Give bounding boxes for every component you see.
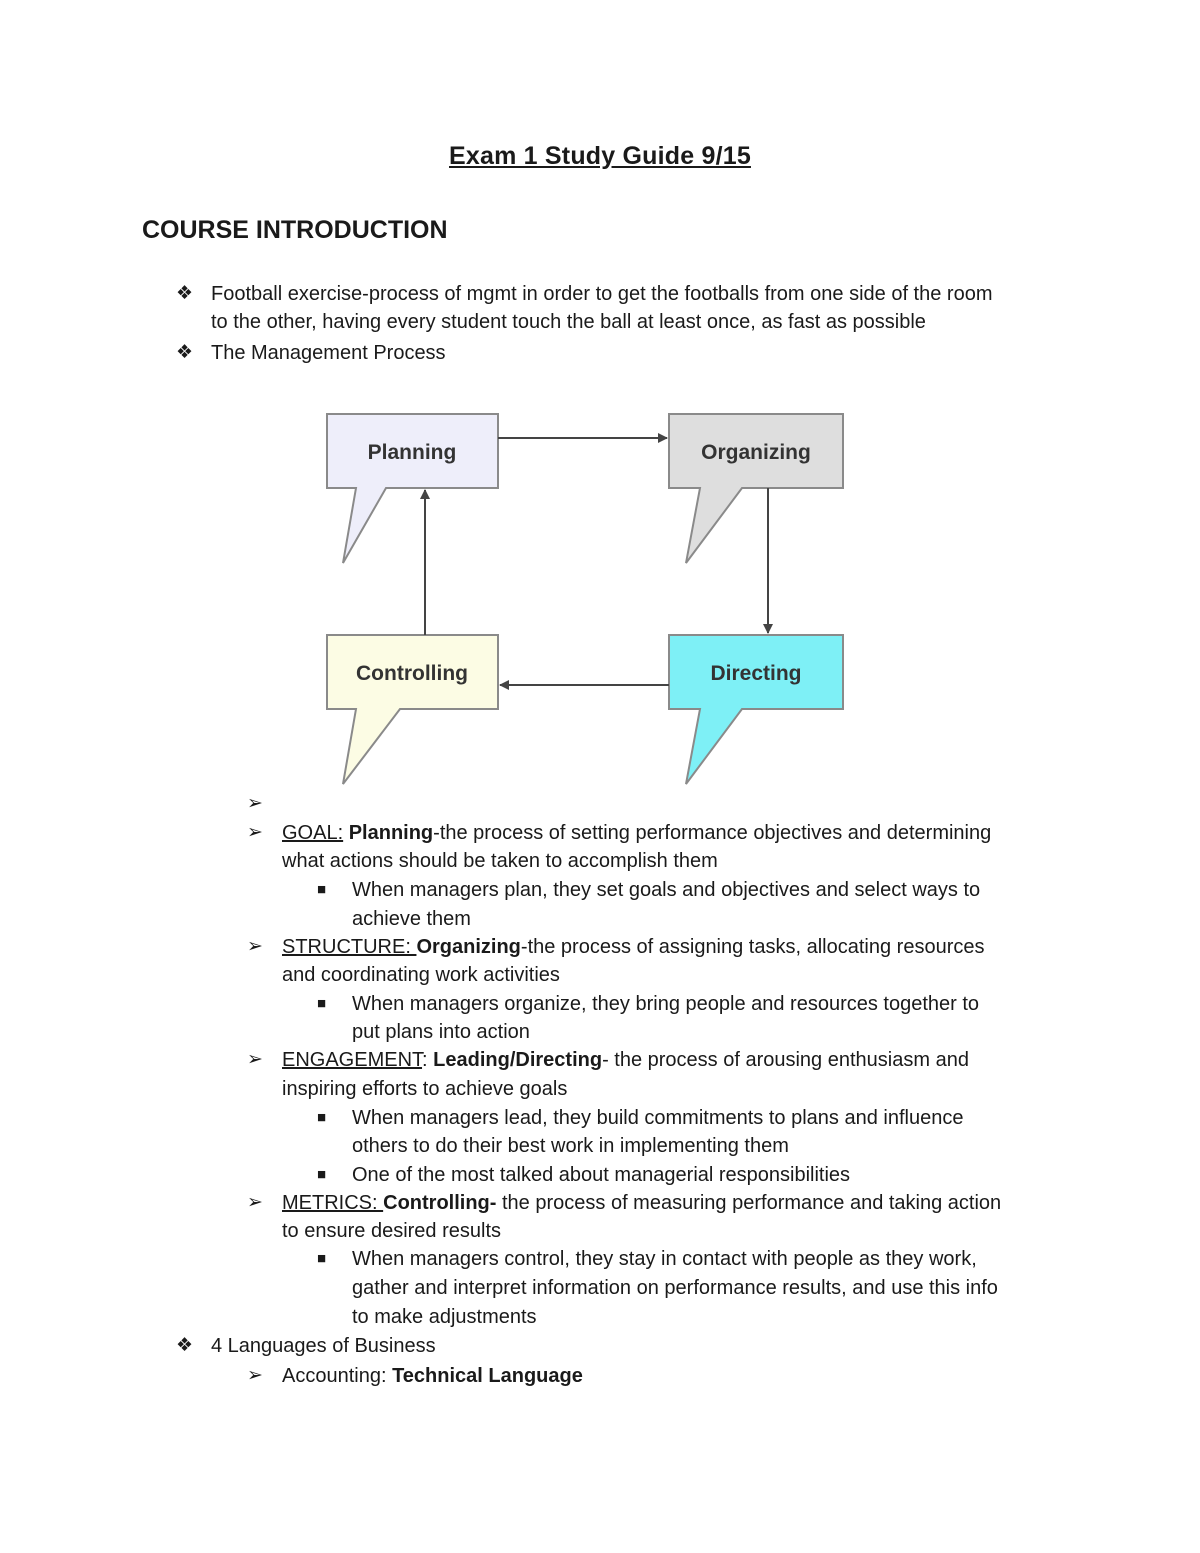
metrics-sub1-line3: to make adjustments xyxy=(352,1306,537,1328)
planning-label: Planning xyxy=(367,441,457,464)
metrics-term: Controlling- xyxy=(383,1192,497,1214)
section-heading: COURSE INTRODUCTION xyxy=(142,216,448,244)
goal-line2: what actions should be taken to accomplish them xyxy=(282,850,718,872)
arrow-bullet-icon: ➢ xyxy=(247,793,263,814)
square-bullet-icon: ■ xyxy=(317,1250,327,1267)
football-text-line2: to the other, having every student touch the ball at least once, as fast as possible xyxy=(211,311,926,333)
management-process-diagram xyxy=(300,400,860,800)
football-text-line1: Football exercise-process of mgmt in order to get the footballs from one side of the room xyxy=(211,283,993,305)
metrics-line2: to ensure desired results xyxy=(282,1220,502,1242)
engagement-line1 xyxy=(282,1048,969,1072)
engagement-label: ENGAGEMENT xyxy=(282,1049,423,1071)
goal-sub1-line1: When managers plan, they set goals and objectives and select ways to xyxy=(352,879,981,901)
metrics-text1: the process of measuring performance and taking action xyxy=(496,1192,1002,1214)
arrow-bullet-icon: ➢ xyxy=(247,1192,263,1213)
engagement-sub1-line1: When managers lead, they build commitments to plans and influence xyxy=(352,1107,964,1129)
structure-sub1-line1: When managers organize, they bring people and resources together to xyxy=(352,993,980,1015)
square-bullet-icon: ■ xyxy=(317,1109,327,1126)
structure-text1: -the process of assigning tasks, allocating resources xyxy=(520,936,985,958)
engagement-line2: inspiring efforts to achieve goals xyxy=(282,1078,568,1100)
planning-callout xyxy=(327,414,498,563)
square-bullet-icon: ■ xyxy=(317,995,327,1012)
engagement-sub2: One of the most talked about managerial responsibilities xyxy=(352,1164,851,1186)
metrics-line1 xyxy=(282,1191,1001,1215)
goal-term: Planning xyxy=(348,822,434,844)
engagement-text1: - the process of arousing enthusiasm and xyxy=(602,1049,969,1071)
organizing-callout xyxy=(669,414,843,563)
structure-sub1-line2: put plans into action xyxy=(352,1021,530,1043)
languages-text: 4 Languages of Business xyxy=(211,1335,436,1357)
metrics-label: METRICS: xyxy=(282,1192,384,1214)
engagement-sub1-line2: others to do their best work in implementing them xyxy=(352,1135,789,1157)
metrics-sub1-line2: gather and interpret information on performance results, and use this info xyxy=(352,1277,998,1299)
arrow-bullet-icon: ➢ xyxy=(247,936,263,957)
page-title: Exam 1 Study Guide 9/15 xyxy=(449,142,751,170)
goal-text1: -the process of setting performance objectives and determining xyxy=(433,822,992,844)
controlling-label: Controlling xyxy=(356,662,468,685)
diamond-bullet-icon: ❖ xyxy=(176,283,194,304)
square-bullet-icon: ■ xyxy=(317,881,327,898)
controlling-callout xyxy=(327,635,498,784)
goal-sub1-line2: achieve them xyxy=(352,908,471,930)
structure-line1 xyxy=(282,935,984,959)
engagement-term: Leading/Directing xyxy=(433,1049,603,1071)
directing-label: Directing xyxy=(710,662,802,685)
organizing-label: Organizing xyxy=(701,441,811,464)
arrow-bullet-icon: ➢ xyxy=(247,1365,263,1386)
structure-line2: and coordinating work activities xyxy=(282,964,560,986)
accounting-term: Technical Language xyxy=(392,1365,583,1387)
management-process-text: The Management Process xyxy=(211,342,446,364)
accounting-label: Accounting: xyxy=(282,1365,393,1387)
directing-callout xyxy=(669,635,843,784)
diamond-bullet-icon: ❖ xyxy=(176,342,194,363)
goal-line1 xyxy=(282,821,991,845)
arrow-bullet-icon: ➢ xyxy=(247,1049,263,1070)
goal-label: GOAL: xyxy=(282,822,344,844)
engagement-colon: : xyxy=(422,1049,434,1071)
diamond-bullet-icon: ❖ xyxy=(176,1335,194,1356)
accounting-line xyxy=(282,1364,583,1388)
square-bullet-icon: ■ xyxy=(317,1166,327,1183)
arrow-bullet-icon: ➢ xyxy=(247,822,263,843)
metrics-sub1-line1: When managers control, they stay in contact with people as they work, xyxy=(352,1248,977,1270)
structure-label: STRUCTURE: xyxy=(282,936,417,958)
structure-term: Organizing xyxy=(416,936,521,958)
